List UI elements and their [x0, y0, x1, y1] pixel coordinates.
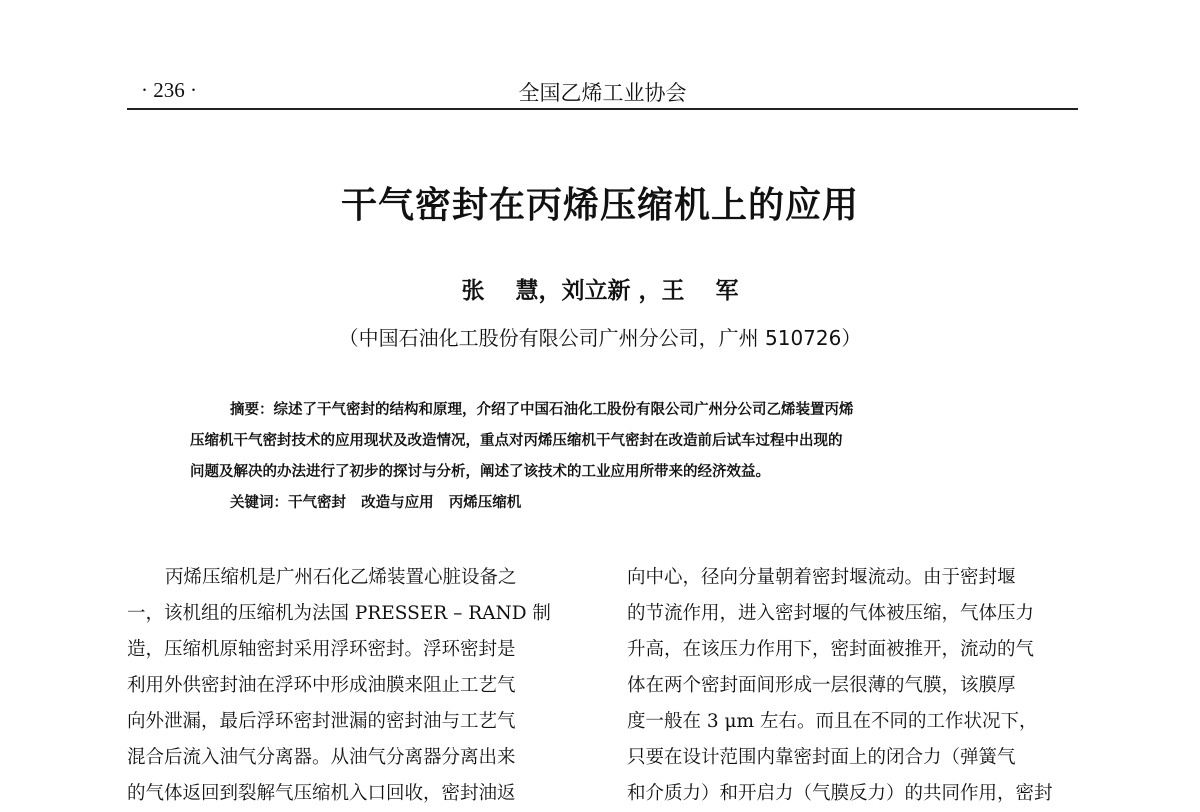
journal-name: 全国乙烯工业协会	[518, 81, 687, 105]
body-line: 的节流作用，进入密封堰的气体被压缩，气体压力	[627, 603, 1035, 624]
running-header	[127, 74, 1078, 110]
body-line: 造，压缩机原轴密封采用浮环密封。浮环密封是	[127, 639, 516, 660]
body-line: 丙烯压缩机是广州石化乙烯装置心脏设备之	[165, 567, 517, 588]
body-line: 升高，在该压力作用下，密封面被推开，流动的气	[627, 639, 1035, 660]
body-line: 只要在设计范围内靠密封面上的闭合力（弹簧气	[627, 747, 1016, 768]
body-line: 向中心，径向分量朝着密封堰流动。由于密封堰	[627, 567, 1016, 588]
abstract	[190, 394, 1025, 487]
article-title: 干气密封在丙烯压缩机上的应用	[340, 185, 859, 226]
author-affiliation: （中国石油化工股份有限公司广州分公司，广州 510726）	[338, 326, 862, 350]
abstract-line: 问题及解决的办法进行了初步的探讨与分析，阐述了该技术的工业应用所带来的经济效益。	[190, 463, 770, 480]
body-column-left	[127, 560, 587, 812]
keyword: 改造与应用	[361, 495, 434, 511]
keyword: 丙烯压缩机	[448, 495, 522, 511]
body-line: 混合后流入油气分离器。从油气分离器分离出来	[127, 747, 516, 768]
body-line: 和介质力）和开启力（气膜反力）的共同作用，密封	[627, 783, 1053, 804]
body-line: 体在两个密封面间形成一层很薄的气膜，该膜厚	[627, 675, 1016, 696]
body-column-right	[627, 560, 1082, 812]
body-line: 一，该机组的压缩机为法国 PRESSER – RAND 制	[127, 603, 551, 624]
abstract-line	[190, 394, 1025, 425]
abstract-label: 摘要：	[230, 401, 274, 418]
body-line: 度一般在 3 μm 左右。而且在不同的工作状况下，	[627, 711, 1038, 732]
abstract-text: 综述了干气密封的结构和原理，介绍了中国石油化工股份有限公司广州分公司乙烯装置丙烯	[273, 401, 854, 418]
keywords-label: 关键词：	[230, 495, 288, 511]
keyword: 干气密封	[288, 495, 346, 511]
body-line: 利用外供密封油在浮环中形成油膜来阻止工艺气	[127, 675, 516, 696]
abstract-line: 压缩机干气密封技术的应用现状及改造情况，重点对丙烯压缩机干气密封在改造前后试车过程中出现的	[190, 432, 843, 449]
keywords	[230, 491, 521, 512]
body-line: 向外泄漏，最后浮环密封泄漏的密封油与工艺气	[127, 711, 516, 732]
author-list: 张 慧，刘立新 ，王 军	[461, 277, 739, 304]
page-number: · 236 ·	[141, 78, 197, 102]
body-line: 的气体返回到裂解气压缩机入口回收，密封油返	[127, 783, 516, 804]
